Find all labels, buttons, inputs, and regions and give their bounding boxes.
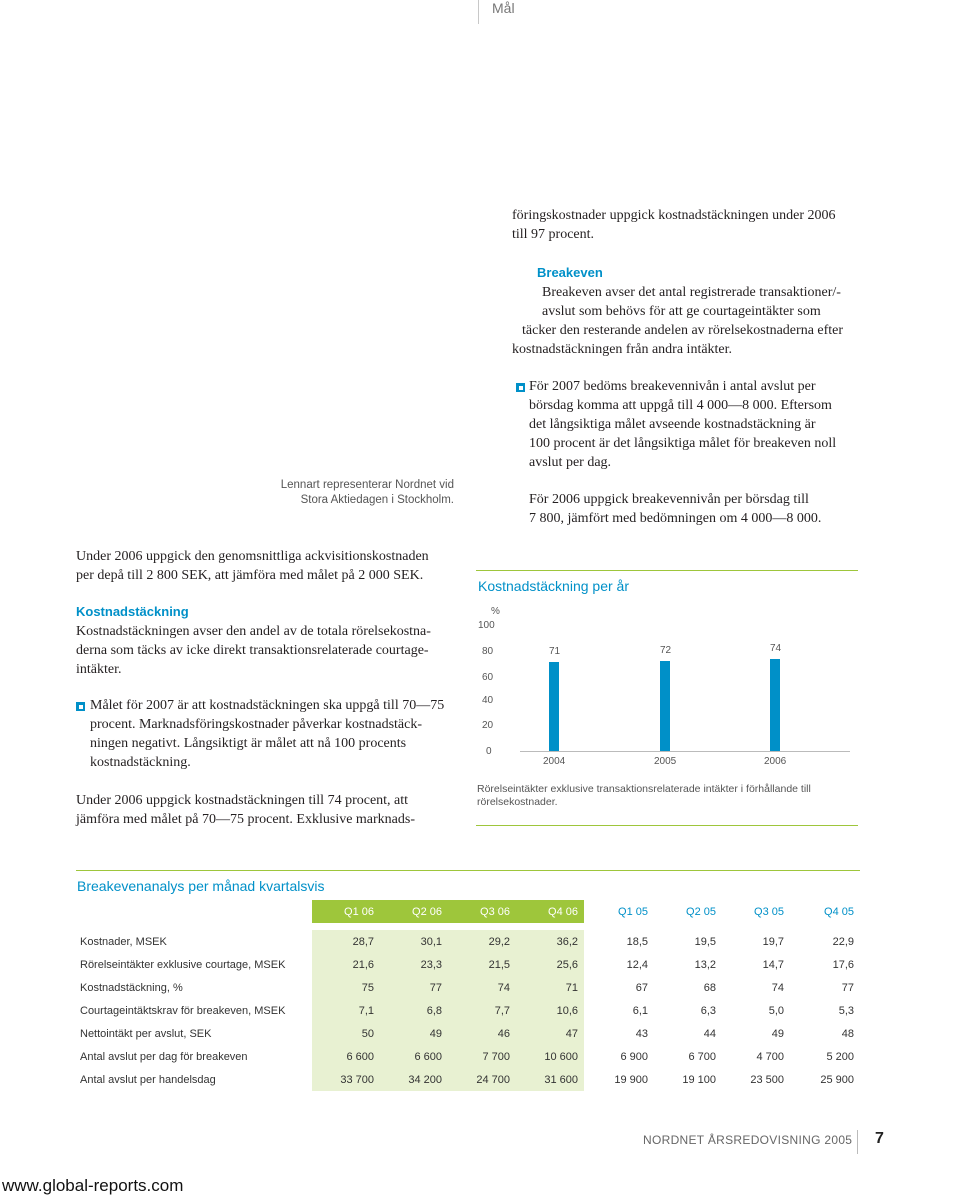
table-row — [76, 976, 860, 999]
y-tick-label: 100 — [478, 620, 495, 631]
text-line: Under 2006 uppgick den genomsnittliga ackvisitionskostnaden — [76, 549, 429, 564]
row-label: Antal avslut per handelsdag — [80, 1073, 216, 1086]
table-cell: 7,1 — [312, 999, 380, 1022]
table-cell: 77 — [380, 976, 448, 999]
table-cell: 30,1 — [380, 930, 448, 953]
table-cell: 5,0 — [768, 1004, 784, 1017]
text-line: avslut som behövs för att ge courtageintäkter som — [542, 304, 821, 319]
table-row — [76, 1068, 860, 1091]
table-cell: 71 — [516, 976, 584, 999]
chart-top-rule — [476, 570, 858, 571]
column-header: Q2 06 — [380, 900, 448, 923]
footer-report-name: NORDNET ÅRSREDOVISNING 2005 — [643, 1133, 853, 1147]
breakeven-bullet-text — [529, 377, 949, 472]
text-line: Målet för 2007 är att kostnadstäckningen ska uppgå till 70—75 — [90, 698, 445, 713]
table-cell: 17,6 — [832, 958, 854, 971]
table-row — [76, 953, 860, 976]
kostnadstackning-heading: Kostnadstäckning — [76, 604, 189, 619]
text-line: börsdag komma att uppgå till 4 000—8 000. Eftersom — [529, 398, 832, 413]
bullet-icon — [516, 383, 525, 392]
table-cell: 49 — [380, 1022, 448, 1045]
text-line: Kostnadstäckningen avser den andel av de totala rörelsekostna- — [76, 624, 431, 639]
text-line: avslut per dag. — [529, 455, 612, 470]
header-spacer — [76, 900, 312, 923]
table-cell: 21,6 — [312, 953, 380, 976]
row-label: Antal avslut per dag för breakeven — [80, 1050, 248, 1063]
table-cell: 50 — [312, 1022, 380, 1045]
text-line: För 2007 bedöms breakevennivån i antal avslut per — [529, 379, 816, 394]
row-label: Kostnader, MSEK — [80, 935, 167, 948]
table-cell: 7 700 — [448, 1045, 516, 1068]
row-label: Nettointäkt per avslut, SEK — [80, 1027, 212, 1040]
table-cell: 12,4 — [626, 958, 648, 971]
page-number: 7 — [875, 1130, 884, 1147]
text-line: derna som täcks av icke direkt transaktionsrelaterade courtage- — [76, 643, 429, 658]
y-tick-label: 60 — [482, 672, 494, 683]
caption-line: Lennart representerar Nordnet vid — [280, 479, 454, 491]
row-label: Courtageintäktskrav för breakeven, MSEK — [80, 1004, 286, 1017]
row-label: Rörelseintäkter exklusive courtage, MSEK — [80, 958, 286, 971]
column-header: Q2 05 — [686, 905, 716, 918]
table-cell: 14,7 — [762, 958, 784, 971]
table-cell: 31 600 — [516, 1068, 584, 1091]
photo-caption — [180, 478, 454, 508]
table-cell: 74 — [448, 976, 516, 999]
table-cell: 6 700 — [688, 1050, 716, 1063]
column-header: Q4 05 — [824, 905, 854, 918]
table-cell: 6 600 — [312, 1045, 380, 1068]
text-line: 100 procent är det långsiktiga målet för breakeven noll — [529, 436, 837, 451]
text-line: det långsiktiga målet avseende kostnadstäckning är — [529, 417, 816, 432]
text-line: kostnadstäckningen från andra intäkter. — [512, 342, 733, 357]
chart-bottom-rule — [476, 825, 858, 826]
kost-2006-text — [76, 791, 476, 829]
chart-note: Rörelseintäkter exklusive transaktionsrelaterade intäkter i förhållande till rörelsekostnader. — [477, 783, 811, 808]
continuation-text — [512, 206, 952, 244]
chart-title: Kostnadstäckning per år — [478, 578, 629, 594]
chart-baseline — [520, 751, 850, 752]
bar-2004 — [549, 662, 559, 751]
table-cell: 6 900 — [620, 1050, 648, 1063]
column-header: Q4 06 — [516, 900, 584, 923]
text-line: Under 2006 uppgick kostnadstäckningen till 74 procent, att — [76, 793, 409, 808]
table-cell: 6,1 — [632, 1004, 648, 1017]
bar-value-label: 72 — [660, 645, 672, 656]
chart-ylabel: % — [491, 606, 500, 617]
row-label: Kostnadstäckning, % — [80, 981, 183, 994]
table-cell: 77 — [841, 981, 854, 994]
section-title: Mål — [492, 0, 515, 16]
text-line: kostnadstäckning. — [90, 755, 191, 770]
text-line: ningen negativt. Långsiktigt är målet att nå 100 procents — [90, 736, 407, 751]
table-cell: 4 700 — [756, 1050, 784, 1063]
table-cell: 21,5 — [448, 953, 516, 976]
table-cell: 25 900 — [820, 1073, 854, 1086]
column-header: Q3 05 — [754, 905, 784, 918]
table-top-rule — [76, 870, 860, 871]
table-cell: 7,7 — [448, 999, 516, 1022]
column-header: Q1 05 — [618, 905, 648, 918]
table-cell: 18,5 — [626, 935, 648, 948]
watermark: www.global-reports.com — [2, 1176, 184, 1195]
table-cell: 68 — [703, 981, 716, 994]
table-cell: 28,7 — [312, 930, 380, 953]
footer-divider — [857, 1130, 858, 1154]
breakeven-table — [76, 900, 860, 1091]
table-cell: 19,7 — [762, 935, 784, 948]
table-cell: 19,5 — [694, 935, 716, 948]
table-cell: 19 900 — [614, 1073, 648, 1086]
text-line: Breakeven avser det antal registrerade transaktioner/- — [542, 285, 841, 300]
y-tick-label: 20 — [482, 720, 494, 731]
text-line: intäkter. — [76, 662, 122, 677]
table-cell: 6 600 — [380, 1045, 448, 1068]
text-line: föringskostnader uppgick kostnadstäckningen under 2006 — [512, 208, 836, 223]
table-cell: 49 — [771, 1027, 784, 1040]
breakeven-heading: Breakeven — [537, 265, 603, 280]
bar-value-label: 74 — [770, 642, 782, 654]
table-cell: 19 100 — [682, 1073, 716, 1086]
table-cell: 44 — [703, 1027, 716, 1040]
table-cell: 47 — [516, 1022, 584, 1045]
y-tick-label: 0 — [486, 746, 492, 757]
bar-value-label: 71 — [549, 646, 561, 658]
caption-line: Stora Aktiedagen i Stockholm. — [300, 494, 454, 506]
column-header: Q1 06 — [312, 900, 380, 923]
table-cell: 36,2 — [516, 930, 584, 953]
breakeven-text — [512, 283, 952, 359]
bar-2006 — [770, 659, 780, 752]
kost-bullet-text — [90, 696, 480, 772]
table-cell: 23 500 — [750, 1073, 784, 1086]
y-tick-label: 80 — [482, 646, 494, 657]
table-cell: 48 — [841, 1027, 854, 1040]
text-line: till 97 procent. — [512, 227, 595, 242]
table-cell: 10 600 — [516, 1045, 584, 1068]
table-row — [76, 1022, 860, 1045]
table-title: Breakevenanalys per månad kvartalsvis — [77, 878, 325, 894]
table-cell: 43 — [635, 1027, 648, 1040]
header-divider — [478, 0, 479, 24]
table-cell: 24 700 — [448, 1068, 516, 1091]
table-cell: 67 — [635, 981, 648, 994]
bar-2005 — [660, 661, 670, 751]
table-header-row — [76, 900, 860, 923]
table-cell: 46 — [448, 1022, 516, 1045]
kostnadstackning-text — [76, 622, 476, 679]
text-line: procent. Marknadsföringskostnader påverkar kostnadstäck- — [90, 717, 423, 732]
text-line: jämföra med målet på 70—75 procent. Exklusive marknads- — [76, 812, 416, 827]
text-line: täcker den resterande andelen av rörelsekostnaderna efter — [522, 323, 844, 338]
breakeven-2006-text — [529, 490, 949, 528]
x-tick-label: 2005 — [654, 756, 677, 767]
x-tick-label: 2006 — [764, 756, 787, 767]
table-cell: 5,3 — [838, 1004, 854, 1017]
y-tick-label: 40 — [482, 695, 494, 706]
table-cell: 33 700 — [312, 1068, 380, 1091]
table-cell: 13,2 — [694, 958, 716, 971]
table-cell: 6,3 — [700, 1004, 716, 1017]
table-cell: 75 — [312, 976, 380, 999]
bullet-icon — [76, 702, 85, 711]
table-cell: 5 200 — [826, 1050, 854, 1063]
text-line: 7 800, jämfört med bedömningen om 4 000—8 000. — [529, 511, 822, 526]
table-cell: 29,2 — [448, 930, 516, 953]
table-row — [76, 999, 860, 1022]
x-tick-label: 2004 — [543, 756, 566, 767]
column-header: Q3 06 — [448, 900, 516, 923]
table-cell: 25,6 — [516, 953, 584, 976]
table-cell: 22,9 — [832, 935, 854, 948]
table-cell: 34 200 — [380, 1068, 448, 1091]
table-cell: 23,3 — [380, 953, 448, 976]
table-row — [76, 930, 860, 953]
acquisition-cost-text — [76, 547, 476, 585]
table-row — [76, 1045, 860, 1068]
table-cell: 74 — [771, 981, 784, 994]
text-line: För 2006 uppgick breakevennivån per börsdag till — [529, 492, 809, 507]
table-cell: 6,8 — [380, 999, 448, 1022]
table-cell: 10,6 — [516, 999, 584, 1022]
text-line: per depå till 2 800 SEK, att jämföra med målet på 2 000 SEK. — [76, 568, 424, 583]
